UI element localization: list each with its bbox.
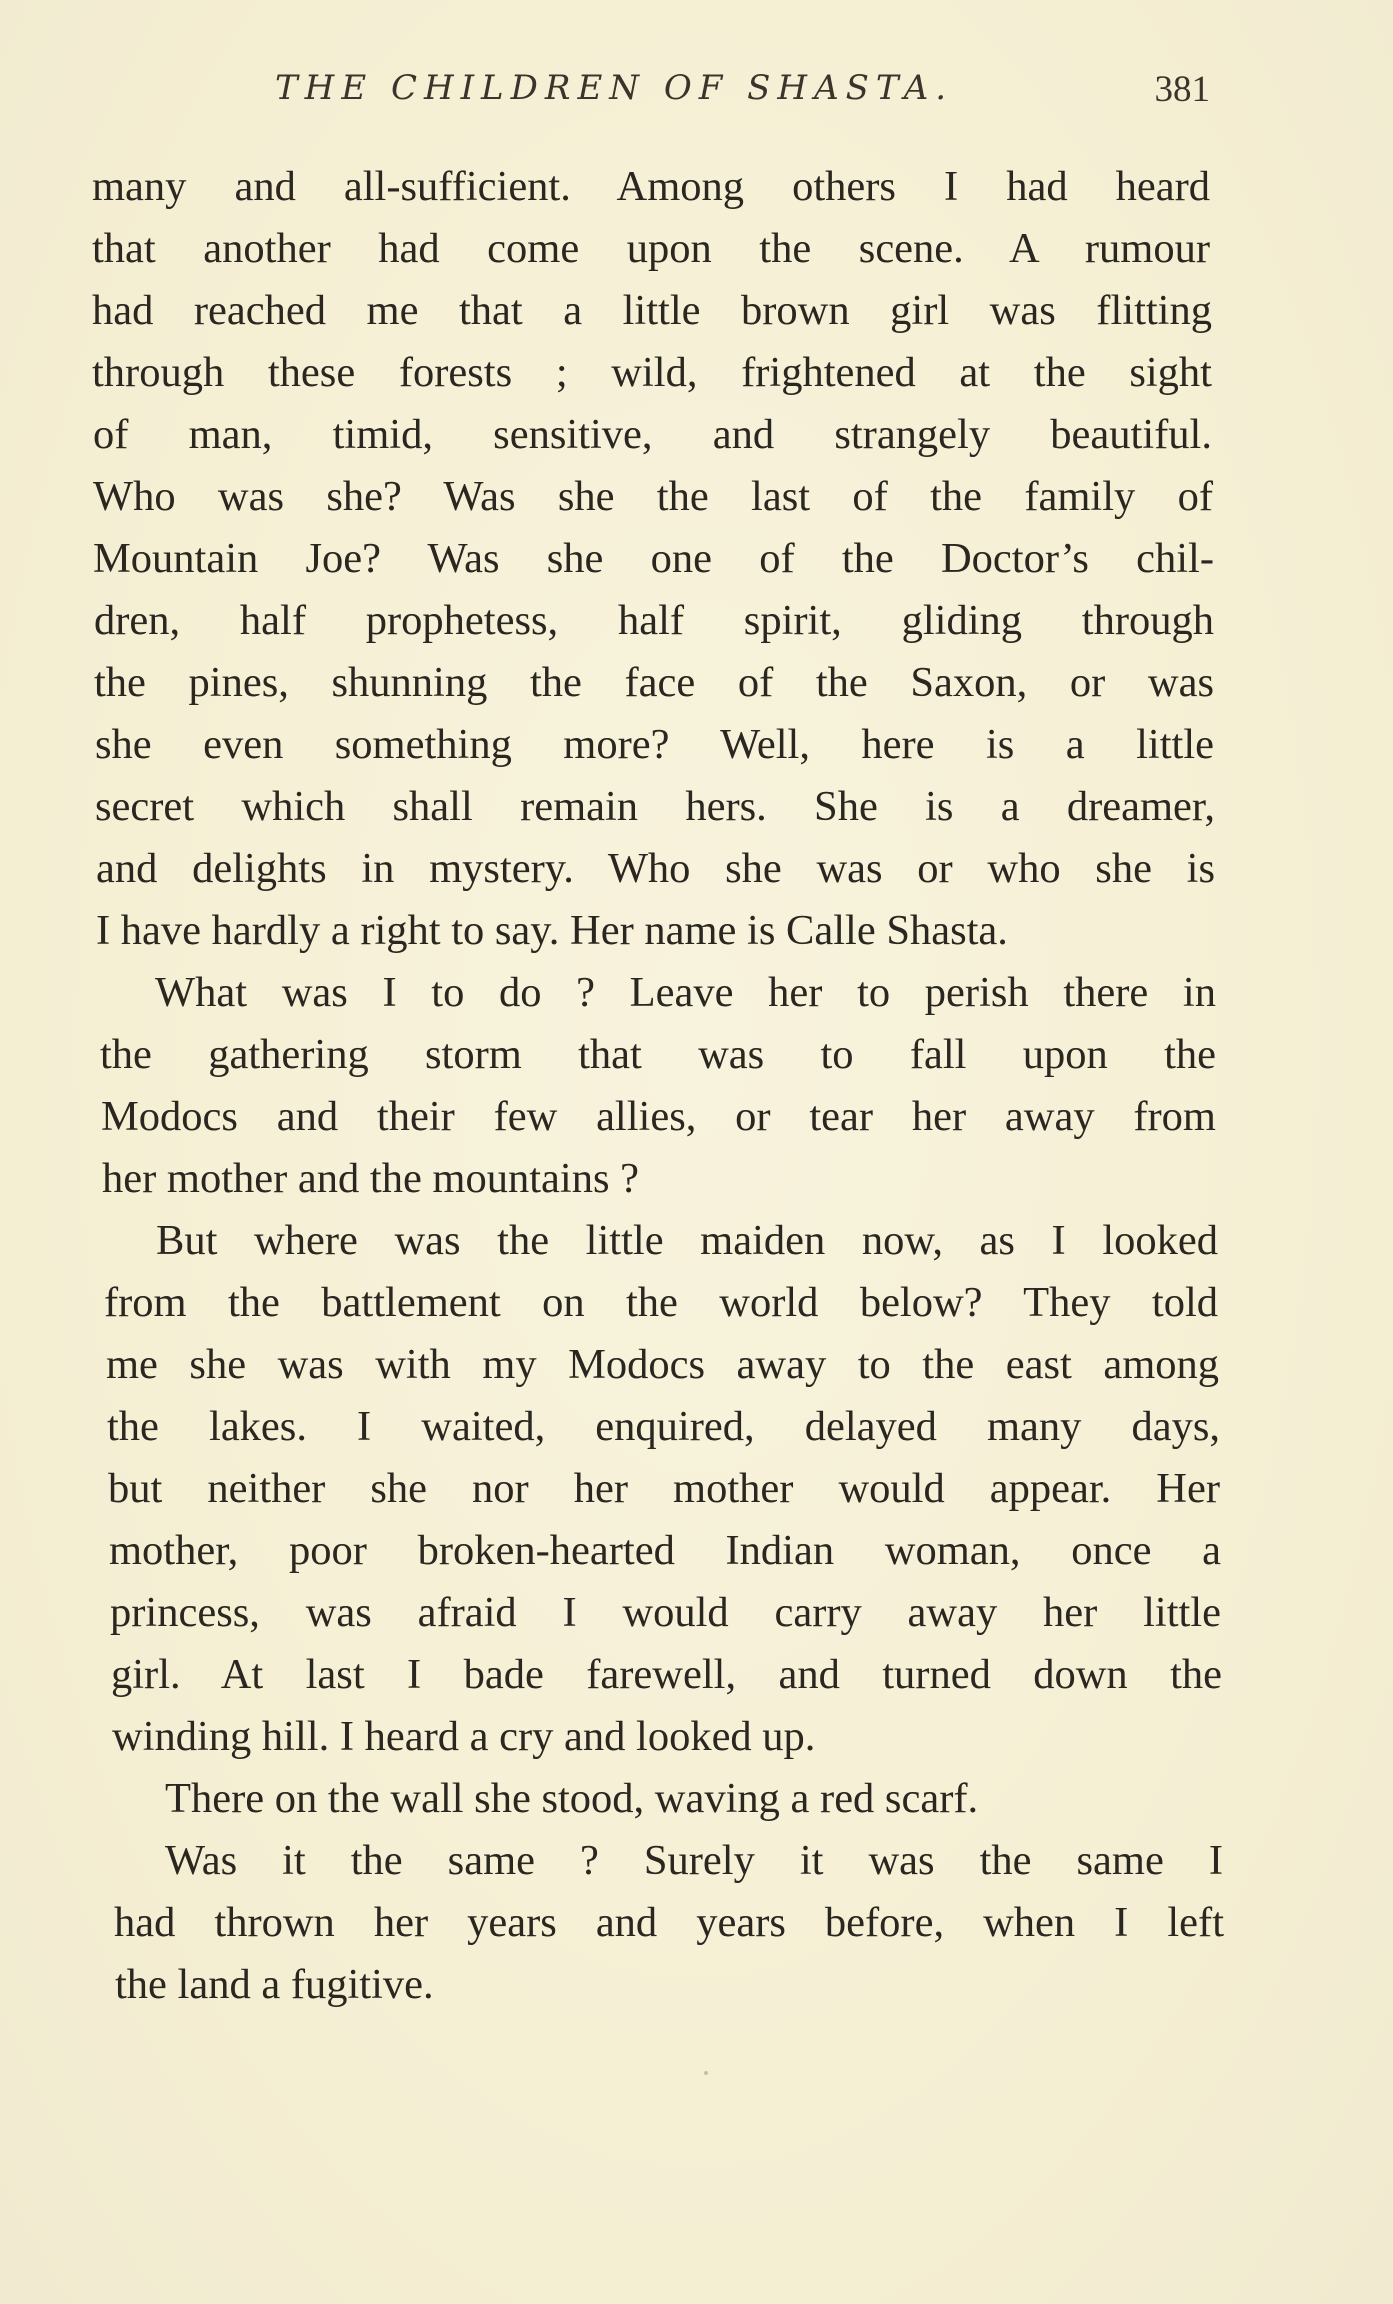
text-line: Was it the same ? Surely it was the same I: [165, 1837, 1223, 1884]
text-line: There on the wall she stood, waving a red scarf.: [165, 1775, 979, 1822]
page-number: 381: [1154, 69, 1210, 110]
text-line: many and all-sufficient. Among others I had heard: [92, 163, 1210, 210]
running-title: THE CHILDREN OF SHASTA.: [275, 68, 954, 108]
text-line: Who was she? Was she the last of the family of: [93, 473, 1213, 520]
text-line: the gathering storm that was to fall upon the: [100, 1031, 1216, 1078]
text-line: she even something more? Well, here is a little: [95, 721, 1214, 768]
text-line: had reached me that a little brown girl was flitting: [92, 287, 1212, 334]
text-line: princess, was afraid I would carry away her little: [110, 1589, 1221, 1636]
text-line: mother, poor broken-hearted Indian woman, once a: [109, 1527, 1221, 1574]
text-line: dren, half prophetess, half spirit, gliding through: [94, 597, 1214, 644]
text-line: the lakes. I waited, enquired, delayed many days,: [107, 1403, 1220, 1450]
text-line: What was I to do ? Leave her to perish there in: [155, 969, 1216, 1016]
text-line: but neither she nor her mother would appear. Her: [108, 1465, 1220, 1512]
text-line: of man, timid, sensitive, and strangely beautiful.: [93, 411, 1212, 458]
text-line: had thrown her years and years before, when I left: [114, 1899, 1224, 1946]
text-line: But where was the little maiden now, as I looked: [156, 1217, 1218, 1264]
text-line: girl. At last I bade farewell, and turned down the: [111, 1651, 1222, 1698]
paper-speck: [704, 2071, 708, 2075]
text-line: Modocs and their few allies, or tear her away from: [101, 1093, 1216, 1140]
text-line: her mother and the mountains ?: [102, 1155, 639, 1202]
text-line: and delights in mystery. Who she was or who she is: [96, 845, 1215, 892]
text-line: from the battlement on the world below? They told: [104, 1279, 1218, 1326]
text-line: I have hardly a right to say. Her name is Calle Shasta.: [96, 907, 1008, 954]
text-line: me she was with my Modocs away to the east among: [106, 1341, 1219, 1388]
text-line: winding hill. I heard a cry and looked up.: [112, 1713, 816, 1760]
text-line: through these forests ; wild, frightened at the sight: [92, 349, 1212, 396]
text-line: Mountain Joe? Was she one of the Doctor’s chil-: [93, 535, 1214, 582]
text-line: secret which shall remain hers. She is a dreamer,: [95, 783, 1215, 830]
text-line: the pines, shunning the face of the Saxon, or was: [94, 659, 1214, 706]
text-line: the land a fugitive.: [115, 1961, 434, 2008]
text-line: that another had come upon the scene. A rumour: [92, 225, 1210, 272]
